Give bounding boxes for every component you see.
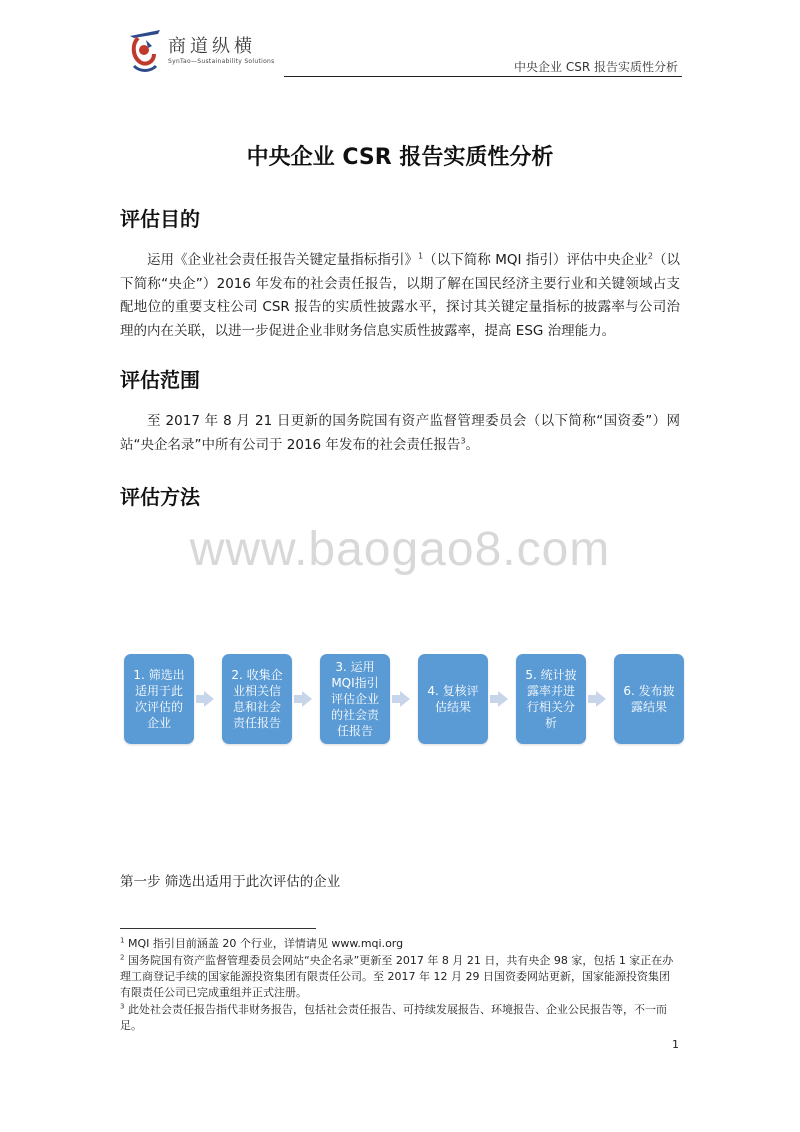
heading-method: 评估方法 xyxy=(120,485,200,509)
footnote-ref-2[interactable]: 2 xyxy=(647,251,653,261)
flow-step-3: 3. 运用MQI指引评估企业的社会责任报告 xyxy=(320,654,390,744)
header-rule xyxy=(284,76,682,77)
scope-text-a: 至 2017 年 8 月 21 日更新的国务院国有资产监督管理委员会（以下简称“国资委”）网站“央企名录”中所有公司于 2016 年发布的社会责任报告 xyxy=(120,413,680,453)
flow-arrow-3 xyxy=(400,691,410,707)
purpose-text-c: （以下简称“央企”）2016 年发布的社会责任报告，以期了解在国民经济主要行业和关键领域占支配地位的重要支柱公司 CSR 报告的实质性披露水平，探讨其关键定量指标的披露率与公司治理的内在关联，以进一步促进企业非财务信息实质性披露率，提高 ESG 治理能力。 xyxy=(120,252,681,339)
flow-arrow-4 xyxy=(498,691,508,707)
flow-step-4: 4. 复核评估结果 xyxy=(418,654,488,744)
footnote-3 xyxy=(120,1002,680,1034)
step-one-label: 第一步 筛选出适用于此次评估的企业 xyxy=(120,874,341,890)
flow-step-2: 2. 收集企业相关信息和社会责任报告 xyxy=(222,654,292,744)
flow-step-5: 5. 统计披露率并进行相关分析 xyxy=(516,654,586,744)
footnote-2-marker: 2 xyxy=(120,953,125,962)
purpose-text-b: （以下简称 MQI 指引）评估中央企业 xyxy=(423,252,648,268)
document-title: 中央企业 CSR 报告实质性分析 xyxy=(246,145,554,170)
flow-step-6: 6. 发布披露结果 xyxy=(614,654,684,744)
flow-arrow-2 xyxy=(302,691,312,707)
footnote-1-text: MQI 指引目前涵盖 20 个行业，详情请见 www.mqi.org xyxy=(124,937,404,950)
heading-purpose: 评估目的 xyxy=(120,207,200,231)
footnote-3-text: 此处社会责任报告指代非财务报告，包括社会责任报告、可持续发展报告、环境报告、企业公民报告等，不一而足。 xyxy=(120,1003,667,1032)
flow-arrow-1 xyxy=(204,691,214,707)
paragraph-purpose xyxy=(120,249,680,343)
paragraph-scope xyxy=(120,410,680,457)
company-logo xyxy=(124,26,274,74)
running-header-title: 中央企业 CSR 报告实质性分析 xyxy=(514,60,678,74)
footnote-ref-1[interactable]: 1 xyxy=(418,251,424,261)
footnote-2-text: 国务院国有资产监督管理委员会网站“央企名录”更新至 2017 年 8 月 21 日，共有央企 98 家，包括 1 家正在办理工商登记手续的国家能源投资集团有限责任公司。至 2017 年 12 月 29 日国资委网站更新，国家能源投资集团有限责任公司已完成重组并正式注册。 xyxy=(120,954,674,999)
scope-text-b: 。 xyxy=(465,436,480,453)
logo-english-name: SynTao—Sustainability Solutions xyxy=(168,58,275,65)
purpose-text-a: 运用《企业社会责任报告关键定量指标指引》 xyxy=(147,252,419,268)
flow-step-1: 1. 筛选出适用于此次评估的企业 xyxy=(124,654,194,744)
footnote-2 xyxy=(120,953,680,1001)
syntao-logo-icon xyxy=(124,26,164,74)
footnote-rule xyxy=(120,928,316,929)
watermark: www.baogao8.com xyxy=(189,523,611,576)
footnote-1-marker: 1 xyxy=(120,936,125,945)
footnote-1 xyxy=(120,936,680,952)
logo-chinese-name: 商道纵横 xyxy=(168,36,256,57)
heading-scope: 评估范围 xyxy=(120,368,200,392)
page-number: 1 xyxy=(672,1038,679,1051)
footnote-3-marker: 3 xyxy=(120,1002,125,1011)
process-flow-diagram xyxy=(124,654,684,746)
flow-arrow-5 xyxy=(596,691,606,707)
footnote-ref-3[interactable]: 3 xyxy=(460,436,466,445)
footnotes xyxy=(120,936,680,1035)
